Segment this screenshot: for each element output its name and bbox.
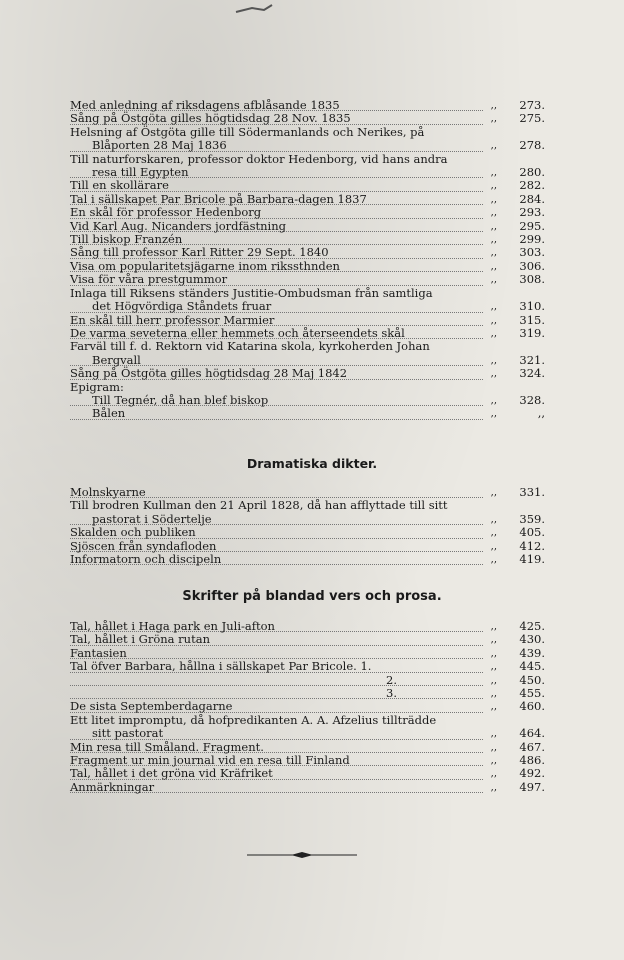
ditto-mark: ,, xyxy=(490,634,497,646)
toc-entry-title-continued: det Högvördiga Ståndets fruar xyxy=(92,299,272,314)
toc-entry-title: Fantasien xyxy=(70,645,127,660)
ditto-mark: ,, xyxy=(490,314,497,326)
toc-entry-title: Anmärkningar xyxy=(70,779,155,794)
toc-page-number: 324. xyxy=(519,366,545,381)
toc-entry-title: Tal, hållet i Haga park en Juli-afton xyxy=(70,619,275,633)
toc-entry-title: Tal, hållet i det gröna vid Kräfriket xyxy=(70,766,273,781)
toc-page-number: 319. xyxy=(519,325,545,340)
ditto-mark: ,, xyxy=(490,301,497,313)
toc-entry-title: Till brodren Kullman den 21 April 1828, då han afflyttade till sitt xyxy=(70,498,448,513)
ditto-mark: ,, xyxy=(490,741,497,753)
toc-page-number: ,, xyxy=(537,406,545,421)
toc-entry-title: Bålen xyxy=(92,406,126,421)
ditto-mark: ,, xyxy=(490,220,497,232)
ditto-mark: ,, xyxy=(490,621,497,632)
toc-page-number: 303. xyxy=(519,245,545,260)
toc-entry xyxy=(70,633,545,646)
toc-entry-title-continued: sitt pastorat xyxy=(92,726,164,741)
toc-entry-title: Tal, hållet i Gröna rutan xyxy=(70,632,210,647)
toc-page-number: 464. xyxy=(519,726,545,741)
toc-entry-title: Tal öfver Barbara, hållna i sällskapet Par Bricole. 1. xyxy=(70,659,372,674)
ditto-mark: ,, xyxy=(490,327,497,339)
ditto-mark: ,, xyxy=(490,274,497,286)
toc-entry-title: De sista Septemberdagarne xyxy=(70,699,233,714)
toc-entry xyxy=(70,660,545,673)
ditto-mark: ,, xyxy=(490,234,497,246)
toc-entry xyxy=(70,381,545,394)
toc-page-number: 308. xyxy=(519,272,545,287)
ditto-mark: ,, xyxy=(490,688,497,700)
toc-page-number: 412. xyxy=(519,538,545,553)
ditto-mark: ,, xyxy=(490,554,497,566)
ditto-mark: ,, xyxy=(490,394,497,406)
toc-entry-title: Ett litet impromptu, då hofpredikanten A. A. Afzelius tillträdde xyxy=(70,712,437,727)
ink-smudge-icon xyxy=(234,2,274,16)
toc-entry xyxy=(70,714,545,741)
toc-entry-title: Till biskop Franzén xyxy=(70,232,183,247)
ditto-mark: ,, xyxy=(490,540,497,552)
toc-section-dramatic xyxy=(70,486,545,566)
toc-entry-title-continued: Blåporten 28 Maj 1836 xyxy=(92,138,227,153)
ditto-mark: ,, xyxy=(490,674,497,686)
toc-page-number: 439. xyxy=(519,645,545,660)
ditto-mark: ,, xyxy=(490,408,497,420)
toc-entry-title: Vid Karl Aug. Nicanders jordfästning xyxy=(70,218,286,233)
toc-entry-number: 2. xyxy=(386,672,397,687)
toc-entry-title-continued: pastorat i Södertelje xyxy=(92,511,212,526)
toc-page-number: 328. xyxy=(519,392,545,407)
ditto-mark: ,, xyxy=(490,755,497,767)
toc-entry xyxy=(70,407,545,420)
toc-entry xyxy=(70,126,545,153)
toc-entry-title: Visa om popularitetsjägarne inom rikssthnden xyxy=(70,258,340,273)
toc-page-number: 295. xyxy=(519,218,545,233)
toc-entry xyxy=(70,367,545,380)
toc-entry xyxy=(70,700,545,713)
section-heading-mixed: Skrifter på blandad vers och prosa. xyxy=(182,589,442,604)
toc-entry xyxy=(70,273,545,286)
toc-entry-number: 3. xyxy=(386,686,397,701)
toc-entry-title: Informatorn och discipeln xyxy=(70,552,222,567)
toc-entry-title: Molnskyarne xyxy=(70,485,146,499)
toc-entry-title: Helsning af Östgöta gille till Södermanlands och Nerikes, på xyxy=(70,124,425,139)
toc-page-number: 278. xyxy=(519,138,545,153)
ditto-mark: ,, xyxy=(490,354,497,366)
toc-page-number: 419. xyxy=(519,552,545,567)
toc-entry-title: De varma seveterna eller hemmets och återseendets skål xyxy=(70,325,405,340)
toc-page-number: 445. xyxy=(519,659,545,674)
toc-page-number: 299. xyxy=(519,232,545,247)
toc-page-number: 460. xyxy=(519,699,545,714)
toc-entry-title: Sång på Östgöta gilles högtidsdag 28 Maj 1842 xyxy=(70,366,348,381)
toc-entry xyxy=(70,499,545,526)
toc-entry-title: Med anledning af riksdagens afblåsande 1835 xyxy=(70,98,340,112)
dot-leader xyxy=(70,419,483,420)
toc-entry-title-continued: Bergvall xyxy=(92,352,141,367)
toc-page-number: 275. xyxy=(519,111,545,126)
toc-entry-title: Till en skollärare xyxy=(70,178,169,193)
toc-entry-title: Sång på Östgöta gilles högtidsdag 28 Nov. 1835 xyxy=(70,111,351,126)
toc-section-mixed xyxy=(70,620,545,794)
ditto-mark: ,, xyxy=(490,487,497,498)
toc-page-number: 331. xyxy=(519,485,545,499)
dot-leader xyxy=(70,685,483,686)
toc-page-number: 430. xyxy=(519,632,545,647)
toc-entry xyxy=(70,767,545,780)
toc-entry-title: En skål till herr professor Marmier xyxy=(70,312,275,327)
toc-page-number: 321. xyxy=(519,352,545,367)
toc-entry-title-continued: resa till Egypten xyxy=(92,165,189,180)
ditto-mark: ,, xyxy=(490,647,497,659)
toc-entry-title: Till naturforskaren, professor doktor Hedenborg, vid hans andra xyxy=(70,151,448,166)
toc-page-number: 284. xyxy=(519,191,545,206)
ditto-mark: ,, xyxy=(490,527,497,539)
toc-page-number: 310. xyxy=(519,299,545,314)
toc-entry xyxy=(70,246,545,259)
ditto-mark: ,, xyxy=(490,193,497,205)
ditto-mark: ,, xyxy=(490,167,497,179)
ditto-mark: ,, xyxy=(490,728,497,740)
toc-entry xyxy=(70,340,545,367)
ditto-mark: ,, xyxy=(490,180,497,192)
toc-entry-title: Till Tegnér, då han blef biskop xyxy=(92,392,269,407)
toc-entry-title: Skalden och publiken xyxy=(70,525,196,540)
toc-page-number: 273. xyxy=(519,98,545,112)
section-heading-dramatic: Dramatiska dikter. xyxy=(246,456,378,471)
toc-entry-title: Visa för våra prestgummor xyxy=(70,272,228,287)
ditto-mark: ,, xyxy=(490,781,497,793)
toc-entry xyxy=(70,112,545,125)
toc-entry xyxy=(70,206,545,219)
toc-page-number: 315. xyxy=(519,312,545,327)
ditto-mark: ,, xyxy=(490,661,497,673)
toc-entry-title: Min resa till Småland. Fragment. xyxy=(70,739,264,754)
toc-page-number: 359. xyxy=(519,511,545,526)
toc-entry xyxy=(70,781,545,794)
toc-entry xyxy=(70,394,545,407)
ditto-mark: ,, xyxy=(490,513,497,525)
ditto-mark: ,, xyxy=(490,207,497,219)
toc-page-number: 293. xyxy=(519,205,545,220)
toc-page-number: 425. xyxy=(519,619,545,633)
toc-page-number: 405. xyxy=(519,525,545,540)
toc-entry-title: En skål för professor Hedenborg xyxy=(70,205,262,220)
toc-page-number: 450. xyxy=(519,672,545,687)
ditto-mark: ,, xyxy=(490,247,497,259)
toc-entry-title: Epigram: xyxy=(70,379,124,394)
ditto-mark: ,, xyxy=(490,368,497,380)
toc-page-number: 306. xyxy=(519,258,545,273)
ditto-mark: ,, xyxy=(490,260,497,272)
toc-entry-title: Fragment ur min journal vid en resa till Finland xyxy=(70,753,350,768)
toc-entry xyxy=(70,526,545,539)
toc-entry xyxy=(70,553,545,566)
ditto-mark: ,, xyxy=(490,100,497,111)
toc-page-number: 467. xyxy=(519,739,545,754)
toc-entry-title: Sjöscen från syndafloden xyxy=(70,538,217,553)
toc-page-number: 492. xyxy=(519,766,545,781)
toc-entry xyxy=(70,674,545,687)
toc-page-number: 280. xyxy=(519,165,545,180)
toc-entry-title: Tal i sällskapet Par Bricole på Barbara-dagen 1837 xyxy=(70,191,367,206)
toc-entry xyxy=(70,287,545,314)
ditto-mark: ,, xyxy=(490,701,497,713)
toc-section-poems xyxy=(70,99,545,421)
ditto-mark: ,, xyxy=(490,113,497,125)
toc-entry xyxy=(70,314,545,327)
toc-page-number: 497. xyxy=(519,779,545,794)
toc-entry-title: Farväl till f. d. Rektorn vid Katarina skola, kyrkoherden Johan xyxy=(70,339,430,354)
toc-entry xyxy=(70,179,545,192)
toc-page-number: 282. xyxy=(519,178,545,193)
toc-page-number: 455. xyxy=(519,686,545,701)
toc-entry xyxy=(70,153,545,180)
ditto-mark: ,, xyxy=(490,768,497,780)
toc-entry-title: Inlaga till Riksens ständers Justitie-Ombudsman från samtliga xyxy=(70,285,433,300)
toc-page-number: 486. xyxy=(519,753,545,768)
ditto-mark: ,, xyxy=(490,140,497,152)
ornament-divider-icon xyxy=(247,852,357,858)
toc-entry-title: Sång till professor Karl Ritter 29 Sept. 1840 xyxy=(70,245,329,260)
